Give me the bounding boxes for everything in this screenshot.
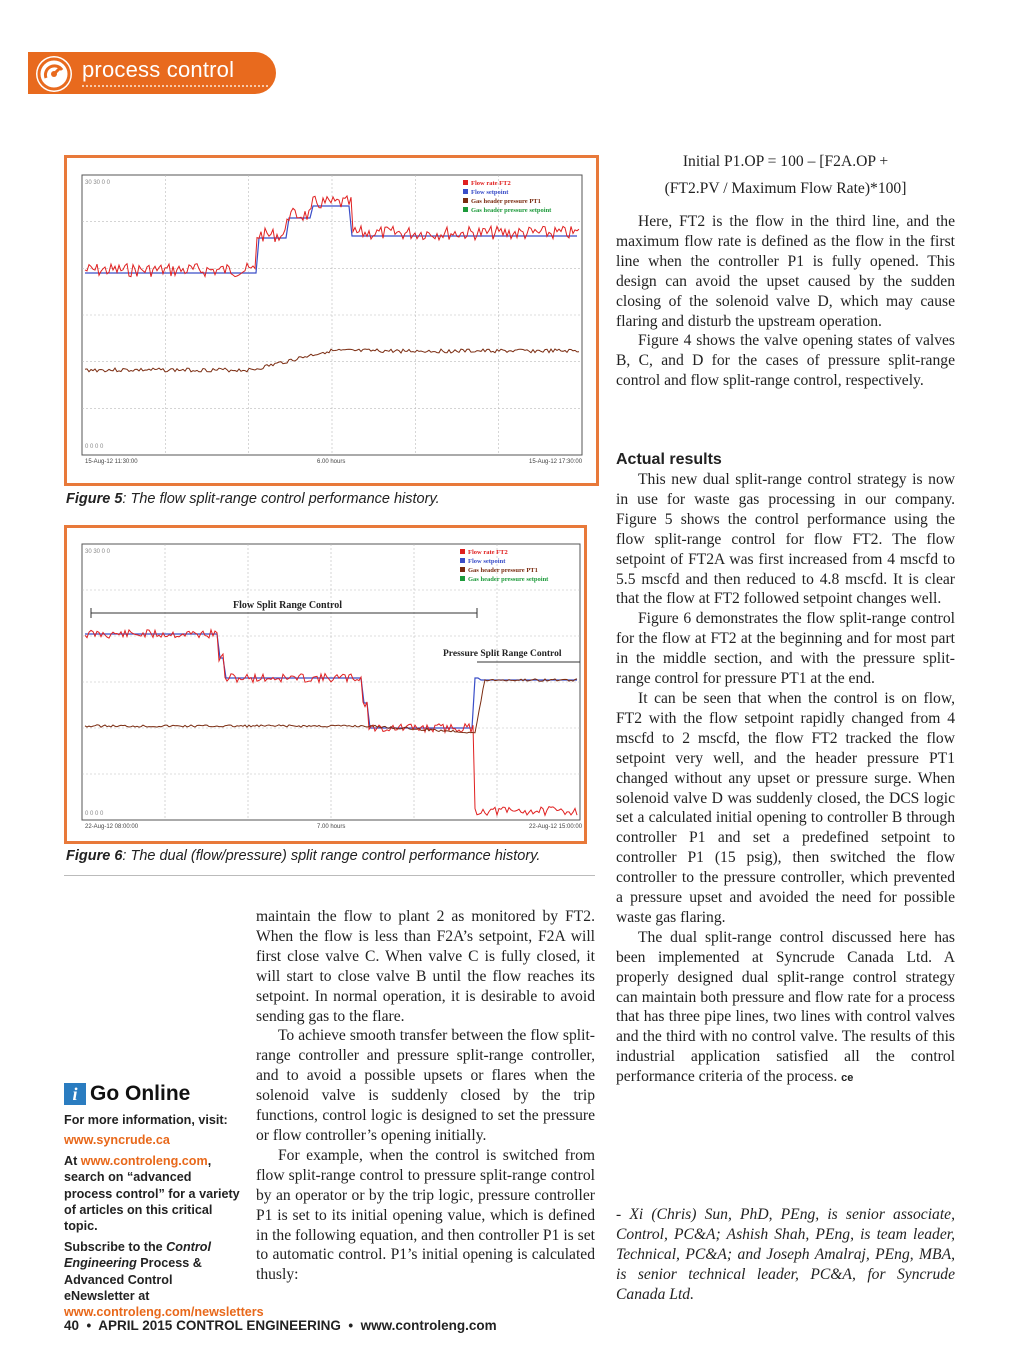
page-footer (64, 1318, 497, 1333)
equation-line-2: (FT2.PV / Maximum Flow Rate)*100] (664, 180, 907, 197)
figure-5-caption-label: Figure 5 (66, 491, 123, 507)
svg-text:30 30 0 0: 30 30 0 0 (85, 549, 111, 555)
body-column-right-top (616, 212, 955, 391)
legend-swatch (463, 198, 468, 203)
fig5-x-end: 15-Aug-12 17:30:00 (529, 459, 583, 465)
figure-6-caption-label: Figure 6 (66, 848, 123, 864)
sidebar-at: At (64, 1153, 81, 1168)
paragraph: It can be seen that when the control is on flow, FT2 with the flow setpoint rapidly changed from 4 mscfd to 2 mscfd, the flow FT2 tracked the flow setpoint very well, and the header pressure PT1 changed without any upset or pressure surge. When solenoid valve D was suddenly closed, the DCS logic set a calculated initial opening to controller B through controller P1 and set a predefined setpoint to controller P1 (15 psig), then switched the flow controller to the pressure controller, which prevented a pressure upset and avoided the need for possible waste gas flaring. (616, 689, 955, 926)
figure-5-chart (67, 158, 596, 483)
caption-divider (64, 875, 595, 876)
legend-label: Flow setpoint (471, 189, 509, 196)
section-heading: Actual results (616, 451, 722, 468)
fig5-x-start: 15-Aug-12 11:30:00 (85, 459, 138, 465)
paragraph (616, 928, 955, 1089)
bullet: • (344, 1318, 357, 1333)
legend-swatch (463, 180, 468, 185)
paragraph: Figure 6 demonstrates the flow split-range control for the flow at FT2 at the beginning and for most part in the middle section, and with the pressure split-range control for pressure PT1 at the end. (616, 610, 955, 688)
legend-label: Gas header pressure setpoint (468, 576, 549, 583)
equation-line-1: Initial P1.OP = 100 – [F2A.OP + (682, 153, 889, 170)
sidebar-search-text: , search on “advanced process control” for a variety of articles on this critical topic. (64, 1153, 240, 1234)
legend-label: Flow rate FT2 (471, 180, 511, 187)
sidebar-magazine-name: Control Engineering (64, 1239, 211, 1271)
sidebar-subscribe-pre: Subscribe to the (64, 1239, 167, 1254)
legend-swatch (460, 558, 465, 563)
paragraph: maintain the flow to plant 2 as monitored by FT2. When the flow is less than F2A’s setpoint, F2A will first close valve C. When valve C is fully closed, it will start to close valve B until the flow reaches its setpoint. In normal operation, it is desirable to avoid sending gas to the flare. (256, 908, 595, 1025)
figure-6-chart (67, 528, 584, 841)
link-syncrude[interactable]: www.syncrude.ca (64, 1133, 170, 1148)
svg-text:0 0 0 0: 0 0 0 0 (85, 811, 104, 817)
section-tab (28, 52, 276, 94)
legend-swatch (463, 207, 468, 212)
legend-label: Gas header pressure PT1 (468, 567, 538, 574)
legend-swatch (460, 567, 465, 572)
paragraph-text: The dual split-range control discussed here has been implemented at Syncrude Canada Ltd. A properly designed dual split-range control strategy can maintain both pressure and flow rate for a process that has three pipe lines, two lines with control valves and the third with no control valve. The results of this industrial application satisfied all the control performance criteria of the process. (616, 928, 955, 1086)
gauge-logo-icon (36, 56, 72, 92)
link-newsletters[interactable]: www.controleng.com/newsletters (64, 1305, 264, 1320)
svg-text:30 30 0 0: 30 30 0 0 (85, 180, 111, 186)
footer-website: www.controleng.com (360, 1318, 497, 1333)
bullet: • (82, 1318, 96, 1333)
fig6-x-end: 22-Aug-12 15:00:00 (529, 824, 583, 830)
go-online-sidebar (64, 1082, 264, 1321)
section-dotted-rule (82, 85, 268, 87)
link-controleng[interactable]: www.controleng.com (80, 1153, 208, 1168)
end-mark: ce (841, 1072, 854, 1085)
legend-label: Gas header pressure setpoint (471, 207, 552, 214)
fig6-annotation-pressure: Pressure Split Range Control (443, 649, 562, 659)
fig6-annotation-flow: Flow Split Range Control (233, 600, 342, 611)
info-icon: i (64, 1083, 86, 1105)
figure-5 (64, 155, 599, 486)
fig5-x-mid: 6.00 hours (317, 459, 346, 465)
paragraph: Figure 4 shows the valve opening states of valves B, C, and D for the cases of pressure split-range control and flow split-range control, respectively. (616, 332, 955, 390)
legend-label: Gas header pressure PT1 (471, 198, 541, 205)
legend-label: Flow setpoint (468, 558, 506, 565)
body-column-right-bottom (616, 470, 955, 1089)
fig6-x-mid: 7.00 hours (317, 824, 346, 830)
figure-6-caption (66, 848, 540, 864)
body-column-middle (256, 907, 595, 1285)
legend-swatch (460, 576, 465, 581)
author-byline: - Xi (Chris) Sun, PhD, PEng, is senior associate, Control, PC&A; Ashish Shah, PEng, is team leader, Technical, PC&A; and Joseph Amalraj, PEng, MBA, is senior technical leader, PC&A, for Syncrude Canada Ltd. (616, 1206, 955, 1303)
figure-6 (64, 525, 587, 844)
issue-info: APRIL 2015 CONTROL ENGINEERING (98, 1318, 341, 1333)
paragraph: For example, when the control is switched from flow split-range control to pressure split-range control by an operator or by the trip logic, pressure controller P1 is set to its initial opening value, which is defined in the following equation, and then controller P1 is set to automatic control. P1’s initial opening is calculated thusly: (256, 1146, 595, 1284)
legend-label: Flow rate FT2 (468, 549, 508, 556)
figure-5-caption (66, 491, 440, 507)
legend-swatch (463, 189, 468, 194)
figure-6-caption-text: : The dual (flow/pressure) split range control performance history. (122, 848, 541, 864)
paragraph: This new dual split-range control strategy is now in use for waste gas processing in our company. Figure 5 shows the control performance using the flow split-range control for flow FT2. The flow setpoint of FT2A was first increased from 4 mscfd to 5.5 mscfd and then reduced to 4.8 mscfd. It is clear that the flow at FT2 followed setpoint changes well. (616, 471, 955, 608)
section-title: process control (82, 57, 235, 82)
page-number: 40 (64, 1318, 80, 1333)
figure-5-caption-text: : The flow split-range control performance history. (122, 491, 440, 507)
paragraph: Here, FT2 is the flow in the third line, and the maximum flow rate is defined as the flow in the first line when the controller P1 is fully opened. This design can avoid the upset caused by the sudden closing of the solenoid valve D, which may cause flaring and disturb the upstream operation. (616, 213, 955, 330)
sidebar-title: Go Online (90, 1082, 191, 1105)
fig6-x-start: 22-Aug-12 08:00:00 (85, 824, 139, 830)
sidebar-intro: For more information, visit: (64, 1113, 228, 1127)
paragraph: To achieve smooth transfer between the flow split-range controller and pressure split-range controller, and to avoid a possible upsets or flares when the solenoid valve is suddenly closed by the trip functions, control logic is designed to set the pressure or flow controller’s opening initially. (256, 1027, 595, 1144)
sidebar-subscribe-post: Process & Advanced Control eNewsletter at (64, 1256, 202, 1304)
svg-text:0 0 0 0: 0 0 0 0 (85, 444, 104, 450)
legend-swatch (460, 549, 465, 554)
